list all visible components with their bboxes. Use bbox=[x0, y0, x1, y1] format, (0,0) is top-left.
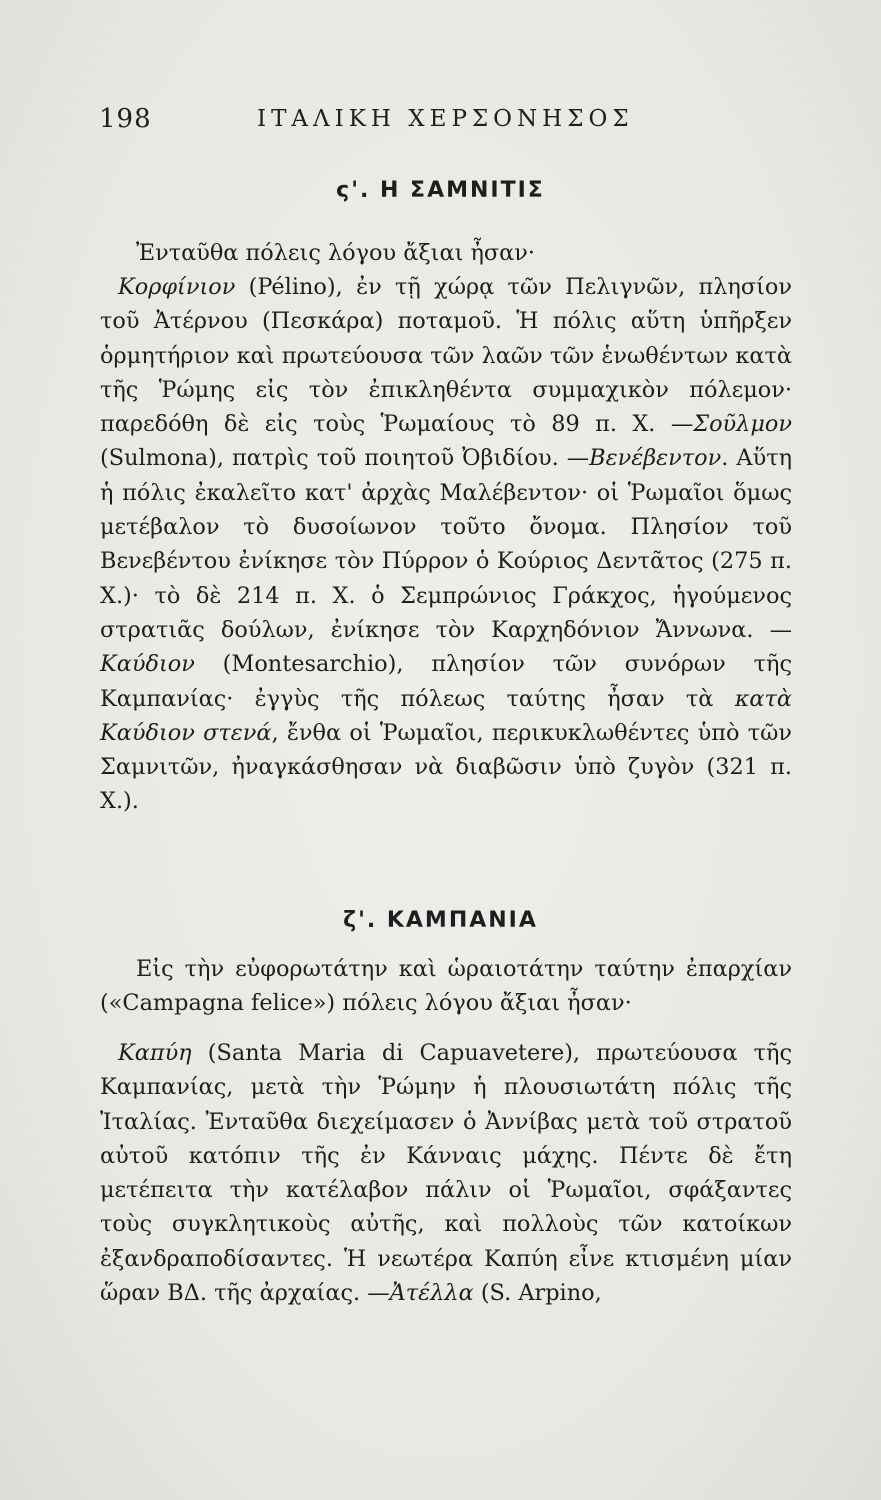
text-run: (Montesarchio), πλησίον τῶν συνόρων τῆς Καμπανίας· ἐγγὺς τῆς πόλεως ταύτης ἦσαν τὰ bbox=[100, 651, 792, 712]
page-number: 198 bbox=[99, 104, 152, 134]
samnitis-body bbox=[100, 270, 792, 819]
text-run: (S. Arpino, bbox=[473, 1280, 602, 1307]
place-name: Καύδιον bbox=[100, 651, 195, 678]
page-header bbox=[99, 104, 799, 144]
running-title: ΙΤΑΛΙΚΗ ΧΕΡΣΟΝΗΣΟΣ bbox=[257, 106, 634, 132]
place-name: κατὰ Καύδιον στενά bbox=[100, 685, 792, 746]
section-heading-samnitis: ς'. Η ΣΑΜΝΙΤΙΣ bbox=[336, 178, 545, 203]
place-name: Ἀτέλλα bbox=[389, 1280, 474, 1307]
samnitis-intro: Ἐνταῦθα πόλεις λόγου ἄξιαι ἦσαν· bbox=[136, 240, 536, 266]
text-run: (Santa Maria di Capuavetere), πρωτεύουσα τῆς Καμπανίας, μετὰ τὴν Ῥώμην ἡ πλουσιωτάτη πόλις τῆς Ἰταλίας. Ἐνταῦθα διεχείμασεν ὁ Ἀννίβας μετὰ τοῦ στρατοῦ αὐτοῦ κατόπιν τῆς ἐν Κάνναις μάχης. Πέντε δὲ ἔτη μετέπειτα τὴν κατέλαβον πάλιν οἱ Ῥωμαῖοι, σφάξαντες τοὺς συγκλητικοὺς αὐτῆς, καὶ πολλοὺς τῶν κατοίκων ἐξανδραποδίσαντες. Ἡ νεωτέρα Καπύη εἶνε κτισμένη μίαν ὥραν ΒΔ. τῆς ἀρχαίας. — bbox=[100, 1040, 792, 1307]
place-name: Καπύη bbox=[118, 1040, 192, 1066]
kampania-body bbox=[100, 1036, 792, 1310]
text-run: (Pélino), ἐν τῇ χώρᾳ τῶν Πελιγνῶν, πλησίον τοῦ Ἀτέρνου (Πεσκάρα) ποταμοῦ. Ἡ πόλις αὕτη ὑπῆρξεν ὁρμητήριον καὶ πρωτεύουσα τῶν λαῶν τῶν ἑνωθέντων κατὰ τῆς Ῥώμης εἰς τὸν ἐπικληθέντα συμμαχικὸν πόλεμον· παρεδόθη δὲ εἰς τοὺς Ῥωμαίους τὸ 89 π. Χ. — bbox=[100, 274, 792, 438]
text-run: (Sulmona), πατρὶς τοῦ ποιητοῦ Ὀβιδίου. — bbox=[100, 445, 590, 472]
place-name: Σοῦλμον bbox=[693, 411, 792, 438]
text-run: . Αὕτη ἡ πόλις ἐκαλεῖτο κατ' ἀρχὰς Μαλέβεντον· οἱ Ῥωμαῖοι ὅμως μετέβαλον τὸ δυσοίωνον τοῦτο ὄνομα. Πλησίον τοῦ Βενεβέντου ἐνίκησε τὸν Πύρρον ὁ Κούριος Δεντᾶτος (275 π. Χ.)· τὸ δὲ 214 π. Χ. ὁ Σεμπρώνιος Γράκχος, ἡγούμενος στρατιᾶς δούλων, ἐνίκησε τὸν Καρχηδόνιον Ἄννωνα. — bbox=[100, 445, 792, 643]
kampania-intro: Εἰς τὴν εὐφορωτάτην καὶ ὡραιοτάτην ταύτην ἐπαρχίαν («Campagna felice») πόλεις λόγου ἄξιαι ἦσαν· bbox=[100, 956, 792, 1017]
text-run: , ἔνθα οἱ Ῥωμαῖοι, περικυκλωθέντες ὑπὸ τῶν Σαμνιτῶν, ἠναγκάσθησαν νὰ διαβῶσιν ὑπὸ ζυγὸν (321 π. Χ.). bbox=[100, 719, 792, 815]
section-heading-kampania: ζ'. ΚΑΜΠΑΝΙΑ bbox=[343, 908, 538, 933]
place-name: Κορφίνιον bbox=[118, 274, 236, 300]
place-name: Βενέβεντον bbox=[589, 445, 722, 472]
